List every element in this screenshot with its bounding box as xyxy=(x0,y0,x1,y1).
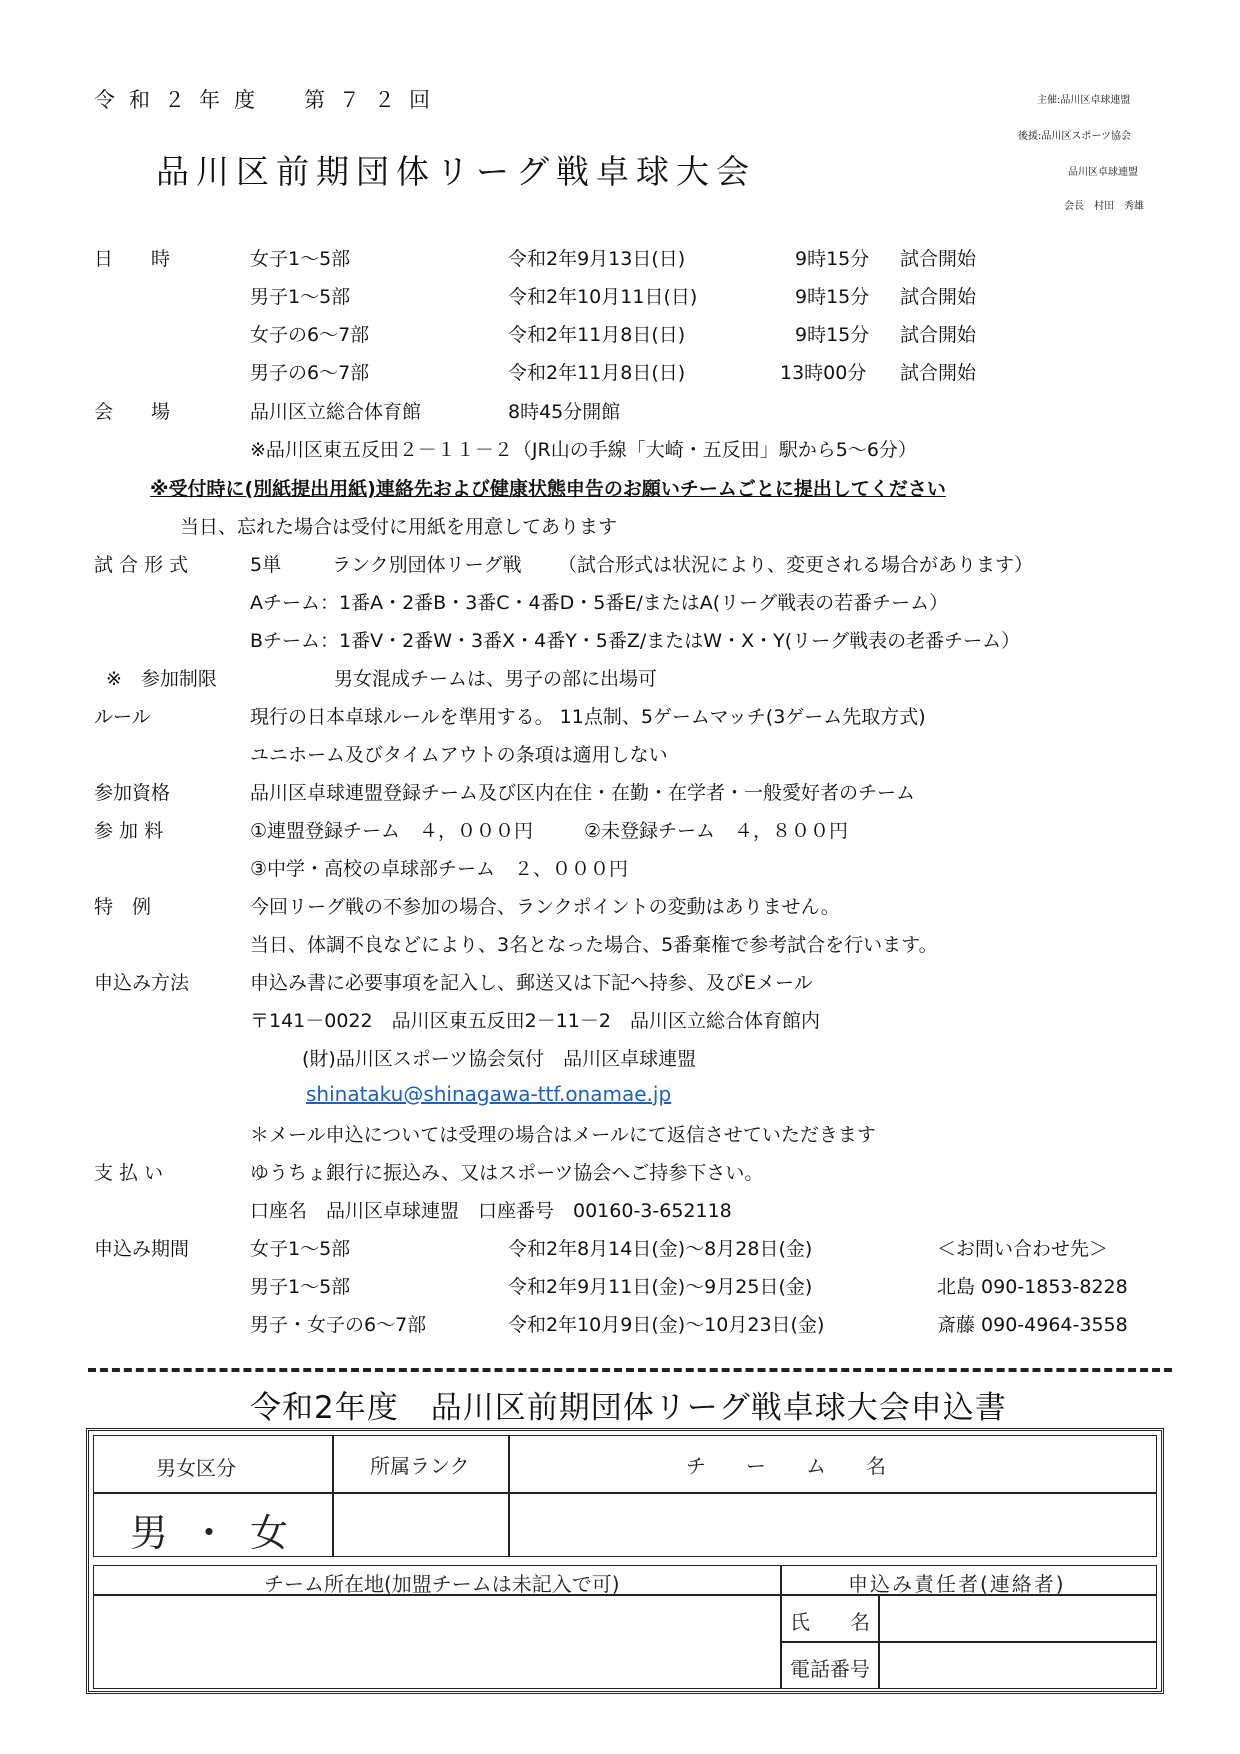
period-division: 男子1～5部 xyxy=(250,1276,351,1298)
apply-email-link[interactable]: shinataku@shinagawa-ttf.onamae.jp xyxy=(306,1082,672,1106)
notice-sub: 当日、忘れた場合は受付に用紙を用意してあります xyxy=(180,516,618,538)
form-title: 令和2年度 品川区前期団体リーグ戦卓球大会申込書 xyxy=(250,1390,1007,1426)
schedule-note: 試合開始 xyxy=(900,286,977,308)
notice-main: ※受付時に(別紙提出用紙)連絡先および健康状態申告のお願いチームごとに提出してください xyxy=(150,478,946,500)
rules-line: ユニホーム及びタイムアウトの条項は適用しない xyxy=(250,744,668,766)
contact-header: ＜お問い合わせ先＞ xyxy=(937,1238,1109,1260)
format-team-b: Bチーム：1番V・2番W・3番X・4番Y・5番Z/またはW・X・Y(リーグ戦表の老番チーム） xyxy=(250,630,1021,652)
period-dates: 令和2年9月11日(金)～9月25日(金) xyxy=(508,1276,813,1298)
payment-account: 口座名 品川区卓球連盟 口座番号 00160-3-652118 xyxy=(250,1200,732,1222)
venue-address: ※品川区東五反田２－１１－２（JR山の手線「大崎・五反田」駅から5～6分） xyxy=(250,439,917,461)
fee-label: 参 加 料 xyxy=(94,820,164,842)
period-label: 申込み期間 xyxy=(94,1238,190,1260)
address-input-cell[interactable] xyxy=(93,1595,781,1689)
restriction-text: 男女混成チームは、男子の部に出場可 xyxy=(334,668,658,690)
fee-item: ③中学・高校の卓球部チーム ２、０００円 xyxy=(250,858,629,880)
schedule-division: 男子1～5部 xyxy=(250,286,351,308)
schedule-date: 令和2年9月13日(日) xyxy=(508,248,686,270)
sponsor-text: 主催:品川区卓球連盟 xyxy=(1037,95,1131,106)
apply-address: 〒141－0022 品川区東五反田2－11－2 品川区立総合体育館内 xyxy=(250,1010,820,1032)
schedule-division: 男子の6～7部 xyxy=(250,362,370,384)
fee-item: ②未登録チーム ４，８００円 xyxy=(584,820,849,842)
schedule-note: 試合開始 xyxy=(900,248,977,270)
payment-line: ゆうちょ銀行に振込み、又はスポーツ協会へご持参下さい。 xyxy=(250,1162,764,1184)
team-name-input-cell[interactable] xyxy=(509,1493,1157,1557)
period-division: 男子・女子の6～7部 xyxy=(250,1314,427,1336)
name-input-cell[interactable] xyxy=(879,1595,1157,1642)
apply-label: 申込み方法 xyxy=(94,972,190,994)
team-header: チ ー ム 名 xyxy=(686,1454,886,1478)
contact-header-cell xyxy=(781,1565,1157,1595)
schedule-division: 女子1～5部 xyxy=(250,248,351,270)
eligibility-label: 参加資格 xyxy=(94,782,171,804)
gender-select-cell[interactable] xyxy=(93,1493,333,1557)
contact-person-header: 申込み責任者(連絡者) xyxy=(848,1572,1066,1596)
page-title: 品川区前期団体リーグ戦卓球大会 xyxy=(156,152,756,191)
rules-line: 現行の日本卓球ルールを準用する。 11点制、5ゲームマッチ(3ゲーム先取方式) xyxy=(250,706,926,728)
org-text: 品川区卓球連盟 xyxy=(1068,167,1138,178)
schedule-date: 令和2年11月8日(日) xyxy=(508,324,686,346)
payment-label: 支 払 い xyxy=(94,1162,164,1184)
name-label-cell xyxy=(781,1595,879,1642)
apply-line: 申込み書に必要事項を記入し、郵送又は下記へ持参、及びEメール xyxy=(250,972,813,994)
schedule-time: 9時15分 xyxy=(795,248,870,270)
gender-value[interactable]: 男・女 xyxy=(130,1511,311,1555)
gender-header-cell xyxy=(93,1435,333,1493)
format-singles: 5単 xyxy=(250,554,282,576)
schedule-date: 令和2年10月11日(日) xyxy=(508,286,698,308)
format-type: ランク別団体リーグ戦 xyxy=(332,554,522,576)
format-note: （試合形式は状況により、変更される場合があります） xyxy=(558,554,1034,576)
format-label: 試 合 形 式 xyxy=(94,554,189,576)
schedule-label: 日 時 xyxy=(94,248,171,270)
schedule-division: 女子の6～7部 xyxy=(250,324,370,346)
schedule-note: 試合開始 xyxy=(900,324,977,346)
schedule-time: 9時15分 xyxy=(795,286,870,308)
contact-line: 斎藤 090-4964-3558 xyxy=(937,1314,1128,1336)
phone-label: 電話番号 xyxy=(790,1657,870,1681)
special-label: 特 例 xyxy=(94,896,152,918)
apply-note: ＊メール申込については受理の場合はメールにて返信させていただきます xyxy=(250,1124,876,1146)
name-label: 氏 名 xyxy=(790,1610,870,1634)
eligibility-text: 品川区卓球連盟登録チーム及び区内在住・在勤・在学者・一般愛好者のチーム xyxy=(250,782,916,804)
apply-care-of: (財)品川区スポーツ協会気付 品川区卓球連盟 xyxy=(302,1048,697,1070)
restriction-label: ※ 参加制限 xyxy=(106,668,217,690)
format-team-a: Aチーム：1番A・2番B・3番C・4番D・5番E/またはA(リーグ戦表の若番チーム） xyxy=(250,592,949,614)
cut-line xyxy=(88,1368,1172,1372)
address-header: チーム所在地(加盟チームは未記入で可) xyxy=(264,1572,620,1596)
event-edition: 令和２年度 第７２回 xyxy=(94,88,444,112)
chair-text: 会長 村田 秀雄 xyxy=(1064,201,1144,212)
address-header-cell xyxy=(93,1565,781,1595)
schedule-note: 試合開始 xyxy=(900,362,977,384)
special-line: 当日、体調不良などにより、3名となった場合、5番棄権で参考試合を行います。 xyxy=(250,934,938,956)
period-dates: 令和2年10月9日(金)～10月23日(金) xyxy=(508,1314,825,1336)
special-line: 今回リーグ戦の不参加の場合、ランクポイントの変動はありません。 xyxy=(250,896,840,918)
period-division: 女子1～5部 xyxy=(250,1238,351,1260)
rules-label: ルール xyxy=(94,706,151,728)
gender-header: 男女区分 xyxy=(156,1456,236,1480)
rank-header-cell xyxy=(333,1435,509,1493)
venue-label: 会 場 xyxy=(94,401,171,423)
support-text: 後援:品川区スポーツ協会 xyxy=(1018,131,1131,142)
schedule-time: 9時15分 xyxy=(795,324,870,346)
venue-open: 8時45分開館 xyxy=(508,401,621,423)
phone-input-cell[interactable] xyxy=(879,1642,1157,1689)
fee-item: ①連盟登録チーム ４，０００円 xyxy=(250,820,534,842)
schedule-time: 13時00分 xyxy=(780,362,867,384)
schedule-date: 令和2年11月8日(日) xyxy=(508,362,686,384)
application-form xyxy=(86,1428,1164,1694)
venue-name: 品川区立総合体育館 xyxy=(250,401,422,423)
phone-label-cell xyxy=(781,1642,879,1689)
team-header-cell xyxy=(509,1435,1157,1493)
rank-input-cell[interactable] xyxy=(333,1493,509,1557)
contact-line: 北島 090-1853-8228 xyxy=(937,1276,1128,1298)
period-dates: 令和2年8月14日(金)～8月28日(金) xyxy=(508,1238,813,1260)
rank-header: 所属ランク xyxy=(370,1454,470,1478)
